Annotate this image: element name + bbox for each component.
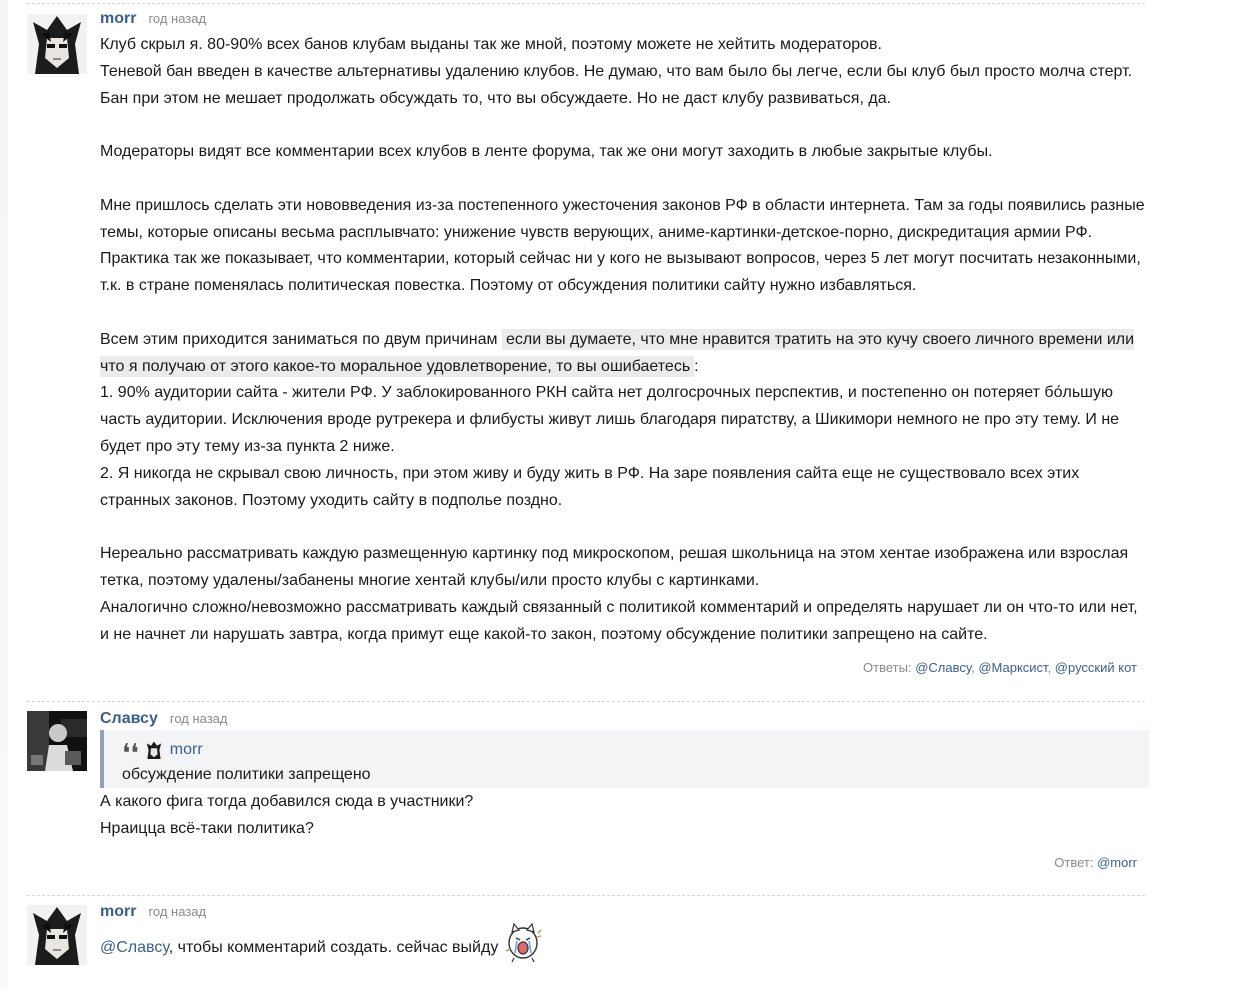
comment-body xyxy=(100,32,1146,648)
anime-character-avatar-icon xyxy=(27,905,87,965)
comment-morr-1 xyxy=(27,0,1145,700)
comment-body xyxy=(100,923,1146,973)
spoiler-text[interactable]: если вы думаете, что мне нравится тратить на это кучу своего личного времени или что я получаю от этого какое-то моральное удовлетворение, то вы ошибаетесь xyxy=(100,330,1135,375)
comment-paragraph: 2. Я никогда не скрывал свою личность, при этом живу и буду жить в РФ. На заре появления сайта еще не существовало всех этих странных законов. Поэтому уходить сайту в подполье поздно. xyxy=(100,464,1080,509)
comment-paragraph: Аналогично сложно/невозможно рассматривать каждый связанный с политикой комментарий и определять нарушает ли он что-то или нет, и не начнет ли нарушать завтра, когда примут еще какой-то закон, поэтому обсуждение политики запрещено на сайте. xyxy=(100,598,1138,643)
comment-text: Всем этим приходится заниматься по двум причинам xyxy=(100,330,498,348)
comment-header xyxy=(100,10,206,28)
reply-link[interactable]: @Марксист xyxy=(978,660,1048,675)
comment-paragraph: Теневой бан введен в качестве альтернативы удалению клубов. Не думаю, что вам было бы легче, если бы клуб был просто молча стерт. Бан при этом не мешает продолжать обсуждать то, что вы обсуждаете. Но не даст клубу развиваться, да. xyxy=(100,62,1133,107)
comment-slavsu xyxy=(27,701,1145,895)
comment-body xyxy=(100,789,1146,843)
comment-header xyxy=(100,710,228,728)
comment-author[interactable]: Славсу xyxy=(100,710,158,727)
quote-block xyxy=(100,730,1149,788)
replies-list xyxy=(1054,855,1137,870)
reply-link[interactable]: @русский кот xyxy=(1054,660,1137,675)
comment-paragraph xyxy=(100,923,1146,973)
avatar[interactable] xyxy=(27,905,87,965)
comment-paragraph: Нереально рассматривать каждую размещенную картинку под микроскопом, решая школьница на этом хентае изображена или взрослая тетка, поэтому удалены/забанены многие хентай клубы/или просто клубы с картинками. xyxy=(100,545,1129,589)
comment-paragraph: Нраицца всё-таки политика? xyxy=(100,819,314,837)
quote-icon: ❛❛ xyxy=(122,739,139,769)
comment-paragraph: А какого фига тогда добавился сюда в участники? xyxy=(100,793,474,810)
comment-paragraph: Клуб скрыл я. 80-90% всех банов клубам выданы так же мной, поэтому можете не хейтить модераторов. xyxy=(100,36,882,53)
replies-list: Ответы: @Славсу, @Марксист, @русский кот xyxy=(863,660,1137,675)
comment-author[interactable]: morr xyxy=(100,903,137,920)
quote-header xyxy=(122,738,203,769)
comment-time[interactable]: год назад xyxy=(148,11,207,26)
comment-paragraph: 1. 90% аудитории сайта - жители РФ. У заблокированного РКН сайта нет долгосрочных перспектив, и постепенно он потеряет бо́льшую часть аудитории. Исключения вроде рутрекера и флибусты живут лишь благодаря пиратству, а Шикимори немного не про эту тему. И не будет про эту тему из-за пункта 2 ниже. xyxy=(100,384,1120,455)
reply-link[interactable]: @Славсу xyxy=(915,660,972,675)
dark-photo-avatar-icon xyxy=(27,711,87,771)
avatar[interactable] xyxy=(27,14,87,74)
comment-time[interactable]: год назад xyxy=(169,711,228,726)
comment-header xyxy=(100,903,206,921)
quote-author[interactable]: morr xyxy=(169,741,203,758)
comment-text: : xyxy=(694,357,699,375)
comment-paragraph: Модераторы видят все комментарии всех клубов в ленте форума, так же они могут заходить в любые закрытые клубы. xyxy=(100,143,993,161)
comment-paragraph xyxy=(100,327,1146,381)
comment-paragraph: Мне пришлось сделать эти нововведения из-за постепенного ужесточения законов РФ в области интернета. Там за годы появились разные темы, которые описаны весьма расплывчато: унижение чувств верующих, аниме-картинки-детское-порно, дискредитация армии РФ. Практика так же показывает, что комментарии, который сейчас ни у кого не вызывают вопросов, через 5 лет могут посчитать незаконными, т.к. в стране поменялась политическая повестка. Поэтому от обсуждения политики сайту нужно избавляться. xyxy=(100,196,1145,295)
reply-link[interactable]: @morr xyxy=(1097,855,1137,870)
comment-text: , чтобы комментарий создать. сейчас выйду xyxy=(168,939,499,957)
left-edge-strip xyxy=(0,0,8,989)
comment-morr-2 xyxy=(27,895,1145,989)
quote-text: обсуждение политики запрещено xyxy=(122,766,371,783)
comment-author[interactable]: morr xyxy=(100,10,137,27)
replies-label: Ответы: xyxy=(863,660,912,675)
comment-time[interactable]: год назад xyxy=(148,904,207,919)
quoted-user-avatar-icon[interactable] xyxy=(145,741,163,759)
mention-link[interactable]: @Славсу xyxy=(100,939,169,957)
crying-cat-sticker-icon xyxy=(504,923,542,973)
anime-character-avatar-icon xyxy=(27,14,87,74)
avatar[interactable] xyxy=(27,711,87,771)
replies-label: Ответ: xyxy=(1054,855,1094,870)
